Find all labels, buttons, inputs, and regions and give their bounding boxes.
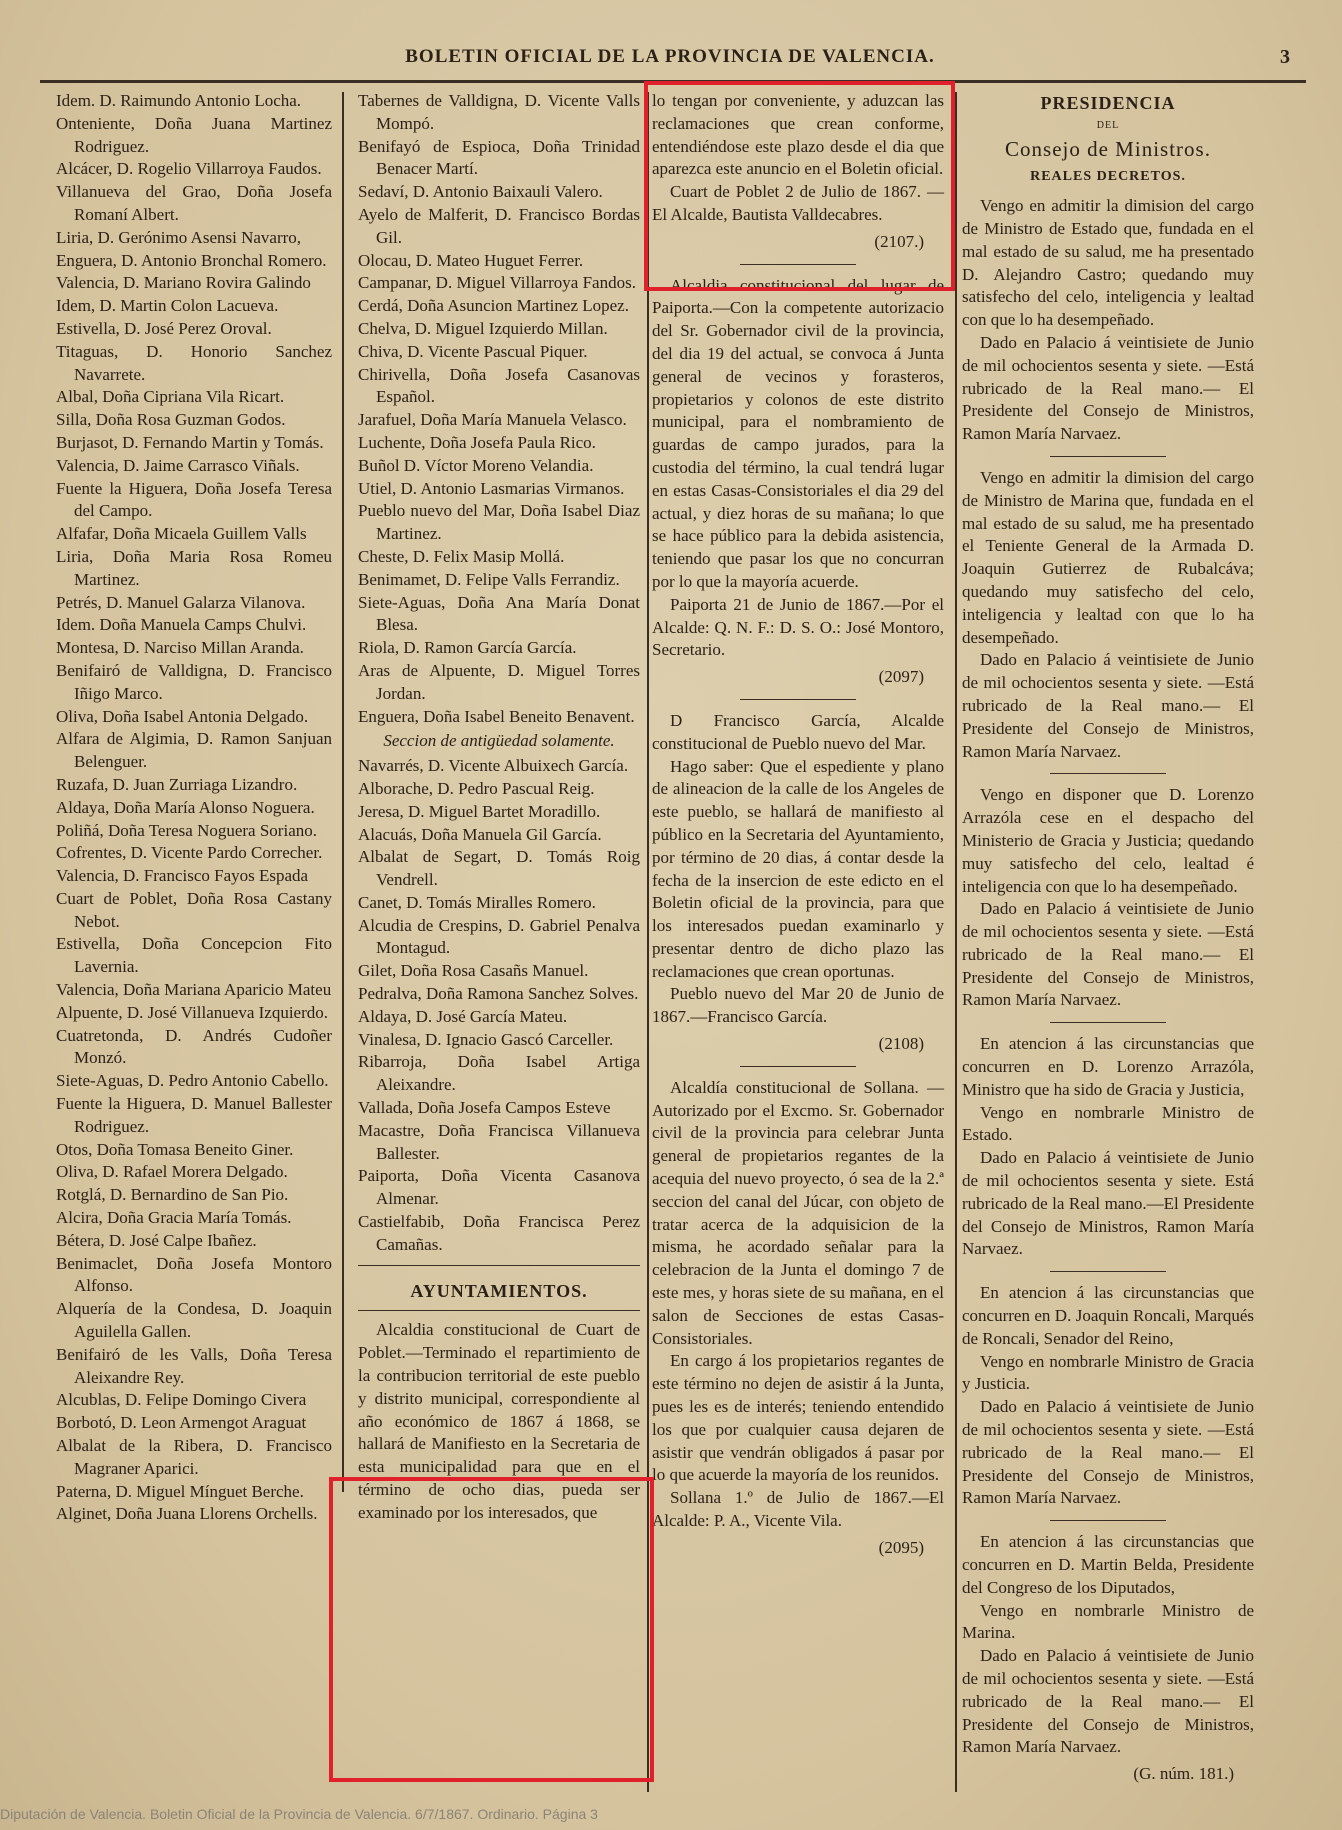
- appointment-entry: Pedralva, Doña Ramona Sanchez Solves.: [358, 984, 639, 1004]
- decree-divider: [1050, 1520, 1167, 1521]
- appointment-entry: Albalat de Segart, D. Tomás Roig Vendrell.: [358, 847, 640, 890]
- decree-paragraph: Dado en Palacio á veintisiete de Junio de mil ochocientos sesenta y siete. —Está rubricado de la Real mano.— El Presidente del Consejo de Ministros, Ramon María Narvaez.: [962, 899, 1254, 1010]
- appointment-entry: Valencia, D. Jaime Carrasco Viñals.: [56, 455, 300, 475]
- decree-paragraph: En atencion á las circunstancias que concurren en D. Lorenzo Arrazóla, Ministro que ha sido de Gracia y Justicia,: [962, 1034, 1254, 1099]
- appointment-entry: Cuatretonda, D. Andrés Cudoñer Monzó.: [56, 1025, 332, 1068]
- decree-paragraph: Vengo en nombrarle Ministro de Marina.: [962, 1600, 1254, 1643]
- pueblo-nuevo-notice: D Francisco García, Alcalde constitucional de Pueblo nuevo del Mar.: [652, 710, 944, 753]
- divider: [740, 699, 857, 700]
- appointment-entry: Cheste, D. Felix Masip Mollá.: [358, 546, 565, 566]
- ayuntamientos-heading: AYUNTAMIENTOS.: [410, 1280, 588, 1301]
- appointment-entry: Tabernes de Valldigna, D. Vicente Valls Mompó.: [358, 91, 640, 133]
- appointment-entry: Valencia, D. Mariano Rovira Galindo: [56, 273, 311, 293]
- decree-paragraph: Dado en Palacio á veintisiete de Junio de mil ochocientos sesenta y siete. —Está rubricado de la Real mano.— El Presidente del Consejo de Ministros, Ramon María Narvaez.: [962, 650, 1254, 761]
- appointment-entry: Silla, Doña Rosa Guzman Godos.: [56, 410, 286, 430]
- appointment-entry: Chiva, D. Vicente Pascual Piquer.: [358, 341, 588, 361]
- appointment-entry: Chirivella, Doña Josefa Casanovas Español.: [358, 364, 640, 407]
- appointment-entry: Buñol D. Víctor Moreno Velandia.: [358, 455, 594, 475]
- decree-divider: [1050, 1271, 1167, 1272]
- appointment-entry: Vallada, Doña Josefa Campos Esteve: [358, 1098, 611, 1118]
- appointment-entry: Jeresa, D. Miguel Bartet Moradillo.: [358, 801, 601, 821]
- appointment-entry: Aldaya, Doña María Alonso Noguera.: [56, 797, 315, 817]
- appointment-entry: Valencia, Doña Mariana Aparicio Mateu: [56, 980, 332, 1000]
- footer-source: Diputación de Valencia. Boletin Oficial de la Provincia de Valencia. 6/7/1867. Ordinario. Página 3: [0, 1806, 598, 1822]
- appointment-entry: Petrés, D. Manuel Galarza Vilanova.: [56, 592, 306, 612]
- decree-divider: [1050, 1022, 1167, 1023]
- decree-paragraph: En atencion á las circunstancias que concurren en D. Martin Belda, Presidente del Congreso de los Diputados,: [962, 1532, 1254, 1597]
- appointment-entry: Onteniente, Doña Juana Martinez Rodriguez.: [56, 113, 332, 156]
- appointment-entry: Benifairó de les Valls, Doña Teresa Aleixandre Rey.: [56, 1344, 332, 1387]
- appointment-entry: Liria, D. Gerónimo Asensi Navarro,: [56, 227, 302, 247]
- column-3-notices: [652, 90, 944, 1564]
- appointment-entry: Macastre, Doña Francisca Villanueva Ballester.: [358, 1120, 640, 1163]
- decree-paragraph: Dado en Palacio á veintisiete de Junio de mil ochocientos sesenta y siete. —Está rubricado de la Real mano.— El Presidente del Consejo de Ministros, Ramon María Narvaez.: [962, 332, 1254, 444]
- appointment-entry: Aras de Alpuente, D. Miguel Torres Jordan.: [358, 660, 640, 703]
- notice-continuation: lo tengan por conveniente, y aduzcan las reclamaciones que crean conforme, entendiéndose este plazo desde el dia que aparezca este anuncio en el Boletin oficial.: [652, 91, 944, 179]
- appointment-entry: Siete-Aguas, D. Pedro Antonio Cabello.: [56, 1071, 329, 1091]
- pueblo-nuevo-notice-body: Hago saber: Que el espediente y plano de alineacion de la calle de los Angeles de este pueblo, se hallará de manifiesto al público en la Secretaria del Ayuntamiento, por término de 20 dias, á contar desde la fecha de la insercion de este edicto en el Boletin oficial de la provincia, para que los interesados puedan examinarlo y presentar dentro de dicho plazo las reclamaciones que crean oportunas.: [652, 756, 944, 981]
- appointment-list: [358, 90, 640, 728]
- appointment-entry: Olocau, D. Mateo Huguet Ferrer.: [358, 250, 584, 270]
- appointment-entry: Aldaya, D. José García Mateu.: [358, 1006, 568, 1026]
- decree-paragraph: En atencion á las circunstancias que concurren en D. Joaquin Roncali, Marqués de Roncali, Senador del Reino,: [962, 1283, 1254, 1348]
- appointment-entry: Ayelo de Malferit, D. Francisco Bordas Gil.: [358, 204, 640, 247]
- appointment-entry: Benifairó de Valldigna, D. Francisco Iñigo Marco.: [56, 660, 332, 703]
- column-4-decrees: [962, 90, 1254, 1790]
- decree-paragraph: Dado en Palacio á veintisiete de Junio de mil ochocientos sesenta y siete. —Está rubricado de la Real mano.— El Presidente del Consejo de Ministros, Ramon María Narvaez.: [962, 1646, 1254, 1757]
- appointment-entry: Poliñá, Doña Teresa Noguera Soriano.: [56, 820, 317, 840]
- appointment-entry: Bétera, D. José Calpe Ibañez.: [56, 1230, 257, 1250]
- gazette-number: (G. núm. 181.): [1133, 1764, 1234, 1784]
- notice-number: (2095): [878, 1537, 924, 1557]
- appointment-entry: Titaguas, D. Honorio Sanchez Navarrete.: [56, 341, 332, 384]
- appointment-entry: Siete-Aguas, Doña Ana María Donat Blesa.: [358, 592, 640, 635]
- appointment-entry: Albalat de la Ribera, D. Francisco Magraner Aparici.: [56, 1436, 332, 1478]
- notice-number: (2097): [878, 667, 924, 687]
- appointment-entry: Jarafuel, Doña María Manuela Velasco.: [358, 410, 627, 430]
- appointment-entry: Chelva, D. Miguel Izquierdo Millan.: [358, 318, 608, 338]
- section-subheading: Seccion de antigüedad solamente.: [383, 731, 615, 751]
- appointment-entry: Montesa, D. Narciso Millan Aranda.: [56, 638, 304, 658]
- appointment-entry: Campanar, D. Miguel Villarroya Fandos.: [358, 273, 636, 293]
- appointment-entry: Alginet, Doña Juana Llorens Orchells.: [56, 1504, 318, 1524]
- appointment-entry: Pueblo nuevo del Mar, Doña Isabel Diaz Martinez.: [358, 501, 640, 544]
- appointment-entry: Estivella, Doña Concepcion Fito Lavernia.: [56, 934, 332, 977]
- appointment-entry: Ruzafa, D. Juan Zurriaga Lizandro.: [56, 774, 298, 794]
- appointment-entry: Alcublas, D. Felipe Domingo Civera: [56, 1390, 307, 1410]
- appointment-entry: Castielfabib, Doña Francisca Perez Camañas.: [358, 1212, 640, 1254]
- appointment-entry: Alborache, D. Pedro Pascual Reig.: [358, 778, 595, 798]
- highlight-box: [329, 1477, 654, 1782]
- decree-paragraph: Vengo en admitir la dimision del cargo de Ministro de Estado que, fundada en el mal estado de su salud, me ha presentado D. Alejandro Castro; quedando muy satisfecho del celo, inteligencia y lealtad con que lo ha desempeñado.: [962, 196, 1254, 330]
- appointment-entry: Alquería de la Condesa, D. Joaquin Aguilella Gallen.: [56, 1299, 332, 1342]
- decree-divider: [1050, 456, 1167, 457]
- page-number: 3: [1280, 46, 1290, 68]
- appointment-entry: Oliva, Doña Isabel Antonia Delgado.: [56, 706, 309, 726]
- appointment-entry: Borbotó, D. Leon Armengot Araguat: [56, 1413, 307, 1433]
- appointment-entry: Paterna, D. Miguel Mínguet Berche.: [56, 1481, 304, 1501]
- sollana-notice-body: En cargo á los propietarios regantes de este término no dejen de asistir á la Junta, pues les es de interés; teniendo entendido los que por cualquier causa dejaren de asistir que vendrán obligados á pasar por lo que acuerde la mayoría de los reunidos.: [652, 1351, 944, 1485]
- section-rule: [358, 1265, 640, 1266]
- notice-signature: Pueblo nuevo del Mar 20 de Junio de 1867.—Francisco García.: [652, 984, 944, 1027]
- page-header: [40, 46, 1300, 76]
- appointment-entry: Luchente, Doña Josefa Paula Rico.: [358, 432, 596, 452]
- appointment-entry: Enguera, Doña Isabel Beneito Benavent.: [358, 706, 635, 726]
- reales-decretos-heading: REALES DECRETOS.: [1030, 169, 1186, 185]
- appointment-entry: Canet, D. Tomás Miralles Romero.: [358, 892, 596, 912]
- sollana-notice: Alcaldía constitucional de Sollana. —Autorizado por el Excmo. Sr. Gobernador civil de la provincia para celebrar Junta general de propietarios regantes de la acequia del nuevo proyecto, ó sea de la 2.ª seccion del canal del Júcar, con objeto de tratar acerca de la adquisicion de la misma, he acordado señalar para la celebracion de la Junta el domingo 7 de este mes, y horas siete de su mañana, en el salon de Secciones de estas Casas-Consistoriales.: [652, 1077, 944, 1348]
- appointment-entry: Cuart de Poblet, Doña Rosa Castany Nebot.: [56, 888, 332, 931]
- appointment-entry: Gilet, Doña Rosa Casañs Manuel.: [358, 961, 589, 981]
- appointment-entry: Fuente la Higuera, Doña Josefa Teresa del Campo.: [56, 478, 332, 521]
- heading-del: DEL: [1096, 119, 1120, 131]
- appointment-entry: Albal, Doña Cipriana Vila Ricart.: [56, 387, 285, 407]
- appointment-entry: Otos, Doña Tomasa Beneito Giner.: [56, 1139, 294, 1159]
- appointment-entry: Burjasot, D. Fernando Martin y Tomás.: [56, 432, 324, 452]
- appointment-entry: Alcira, Doña Gracia María Tomás.: [56, 1208, 292, 1228]
- appointment-entry: Oliva, D. Rafael Morera Delgado.: [56, 1162, 288, 1182]
- notice-signature: Sollana 1.º de Julio de 1867.—El Alcalde: P. A., Vicente Vila.: [652, 1488, 944, 1531]
- appointment-entry: Fuente la Higuera, D. Manuel Ballester Rodriguez.: [56, 1094, 332, 1136]
- column-divider: [955, 92, 957, 1792]
- decree-paragraph: Vengo en disponer que D. Lorenzo Arrazóla cese en el despacho del Ministerio de Gracia y Justicia; quedando muy satisfecho del celo, lealtad é inteligencia con que lo ha desempeñado.: [962, 785, 1254, 896]
- appointment-entry: Cerdá, Doña Asuncion Martinez Lopez.: [358, 296, 629, 316]
- decree-paragraph: Vengo en nombrarle Ministro de Estado.: [962, 1102, 1254, 1145]
- decree-divider: [1050, 773, 1167, 774]
- appointment-entry: Alcudia de Crespins, D. Gabriel Penalva Montagud.: [358, 915, 640, 958]
- decree-paragraph: Dado en Palacio á veintisiete de Junio de mil ochocientos sesenta y siete. —Está rubricado de la Real mano.— El Presidente del Consejo de Ministros, Ramon María Narvaez.: [962, 1397, 1254, 1508]
- decree-paragraph: Dado en Palacio á veintisiete de Junio de mil ochocientos sesenta y siete. Está rubricado de la Real mano.—El Presidente del Consejo de Ministros, Ramon María Narvaez.: [962, 1148, 1254, 1259]
- appointment-entry: Alacuás, Doña Manuela Gil García.: [358, 824, 602, 844]
- newspaper-title: BOLETIN OFICIAL DE LA PROVINCIA DE VALENCIA.: [405, 46, 935, 67]
- appointment-entry: Rotglá, D. Bernardino de San Pio.: [56, 1185, 289, 1205]
- appointment-entry: Vinalesa, D. Ignacio Gascó Carceller.: [358, 1029, 614, 1049]
- column-1-appointments: [56, 90, 332, 1526]
- decree-paragraph: Vengo en nombrarle Ministro de Gracia y Justicia.: [962, 1351, 1254, 1394]
- appointment-entry: Alpuente, D. José Villanueva Izquierdo.: [56, 1002, 329, 1022]
- appointment-entry: Idem. Doña Manuela Camps Chulvi.: [56, 615, 307, 635]
- section-rule: [358, 1310, 640, 1311]
- notice-signature: Cuart de Poblet 2 de Julio de 1867. —El Alcalde, Bautista Valldecabres.: [652, 182, 944, 224]
- appointment-list-antiquity: [358, 755, 640, 1257]
- presidencia-heading: PRESIDENCIA: [1040, 93, 1176, 113]
- consejo-heading: Consejo de Ministros.: [1005, 136, 1211, 161]
- column-2-appointments: [358, 90, 640, 1525]
- appointment-entry: Navarrés, D. Vicente Albuixech García.: [358, 756, 629, 776]
- notice-signature: Paiporta 21 de Junio de 1867.—Por el Alcalde: Q. N. F.: D. S. O.: José Montoro, Secretario.: [652, 594, 944, 660]
- appointment-entry: Valencia, D. Francisco Fayos Espada: [56, 866, 309, 886]
- appointment-entry: Riola, D. Ramon García García.: [358, 638, 577, 658]
- appointment-entry: Alfara de Algimia, D. Ramon Sanjuan Belenguer.: [56, 729, 332, 772]
- decree-list: [962, 195, 1254, 1759]
- paiporta-notice: Alcaldia constitucional del lugar de Paiporta.—Con la competente autorizacio del Sr. Gobernador civil de la provincia, del dia 19 del actual, se convoca á Junta general de vecinos y forasteros, propietarios y colonos de este distrito municipal, para el nombramiento de guardas de campo jurados, para la custodia del término, la cual tendrá lugar en estas Casas-Consistoriales el dia 29 del actual, y diez horas de su mañana; lo que se hace público para la debida asistencia, teniendo que pasar los que no concurran por lo que la mayoría acuerde.: [652, 275, 944, 591]
- appointment-entry: Cofrentes, D. Vicente Pardo Correcher.: [56, 843, 323, 863]
- appointment-entry: Ribarroja, Doña Isabel Artiga Aleixandre.: [358, 1052, 640, 1095]
- column-divider: [342, 92, 344, 1492]
- appointment-entry: Enguera, D. Antonio Bronchal Romero.: [56, 250, 327, 270]
- appointment-entry: Benifayó de Espioca, Doña Trinidad Benacer Martí.: [358, 136, 640, 179]
- decree-paragraph: Vengo en admitir la dimision del cargo de Ministro de Marina que, fundada en el mal estado de su salud, me ha presentado el Teniente General de la Armada D. Joaquin Gutierrez de Rubalcáva; quedando muy satisfecho del celo, inteligencia y lealtad con que lo ha desempeñado.: [962, 467, 1254, 647]
- appointment-entry: Liria, Doña Maria Rosa Romeu Martinez.: [56, 546, 332, 589]
- appointment-entry: Alfafar, Doña Micaela Guillem Valls: [56, 524, 307, 544]
- appointment-entry: Idem. D. Raimundo Antonio Locha.: [56, 91, 302, 110]
- notice-number: (2108): [878, 1034, 924, 1054]
- cuart-de-poblet-notice: Alcaldia constitucional de Cuart de Poblet.—Terminado el repartimiento de la contribucion territorial de este pueblo y distrito municipal, correspondiente al año económico de 1867 á 1868, se hallará de Manifiesto en la Secretaria de esta municipalidad para que en el término de ocho dias, pueda ser examinado por los interesados, que: [358, 1320, 640, 1522]
- appointment-entry: Alcácer, D. Rogelio Villarroya Faudos.: [56, 159, 322, 179]
- appointment-entry: Sedaví, D. Antonio Baixauli Valero.: [358, 182, 603, 202]
- appointment-entry: Villanueva del Grao, Doña Josefa Romaní Albert.: [56, 182, 332, 224]
- divider: [740, 1066, 857, 1067]
- appointment-entry: Benimamet, D. Felipe Valls Ferrandiz.: [358, 569, 620, 589]
- appointment-entry: Estivella, D. José Perez Oroval.: [56, 318, 272, 338]
- highlight-box: [644, 81, 955, 291]
- appointment-entry: Paiporta, Doña Vicenta Casanova Almenar.: [358, 1166, 640, 1209]
- appointment-entry: Benimaclet, Doña Josefa Montoro Alfonso.: [56, 1253, 332, 1296]
- appointment-entry: Idem, D. Martin Colon Lacueva.: [56, 296, 279, 316]
- appointment-entry: Utiel, D. Antonio Lasmarias Virmanos.: [358, 478, 625, 498]
- notice-number: (2107.): [874, 231, 924, 251]
